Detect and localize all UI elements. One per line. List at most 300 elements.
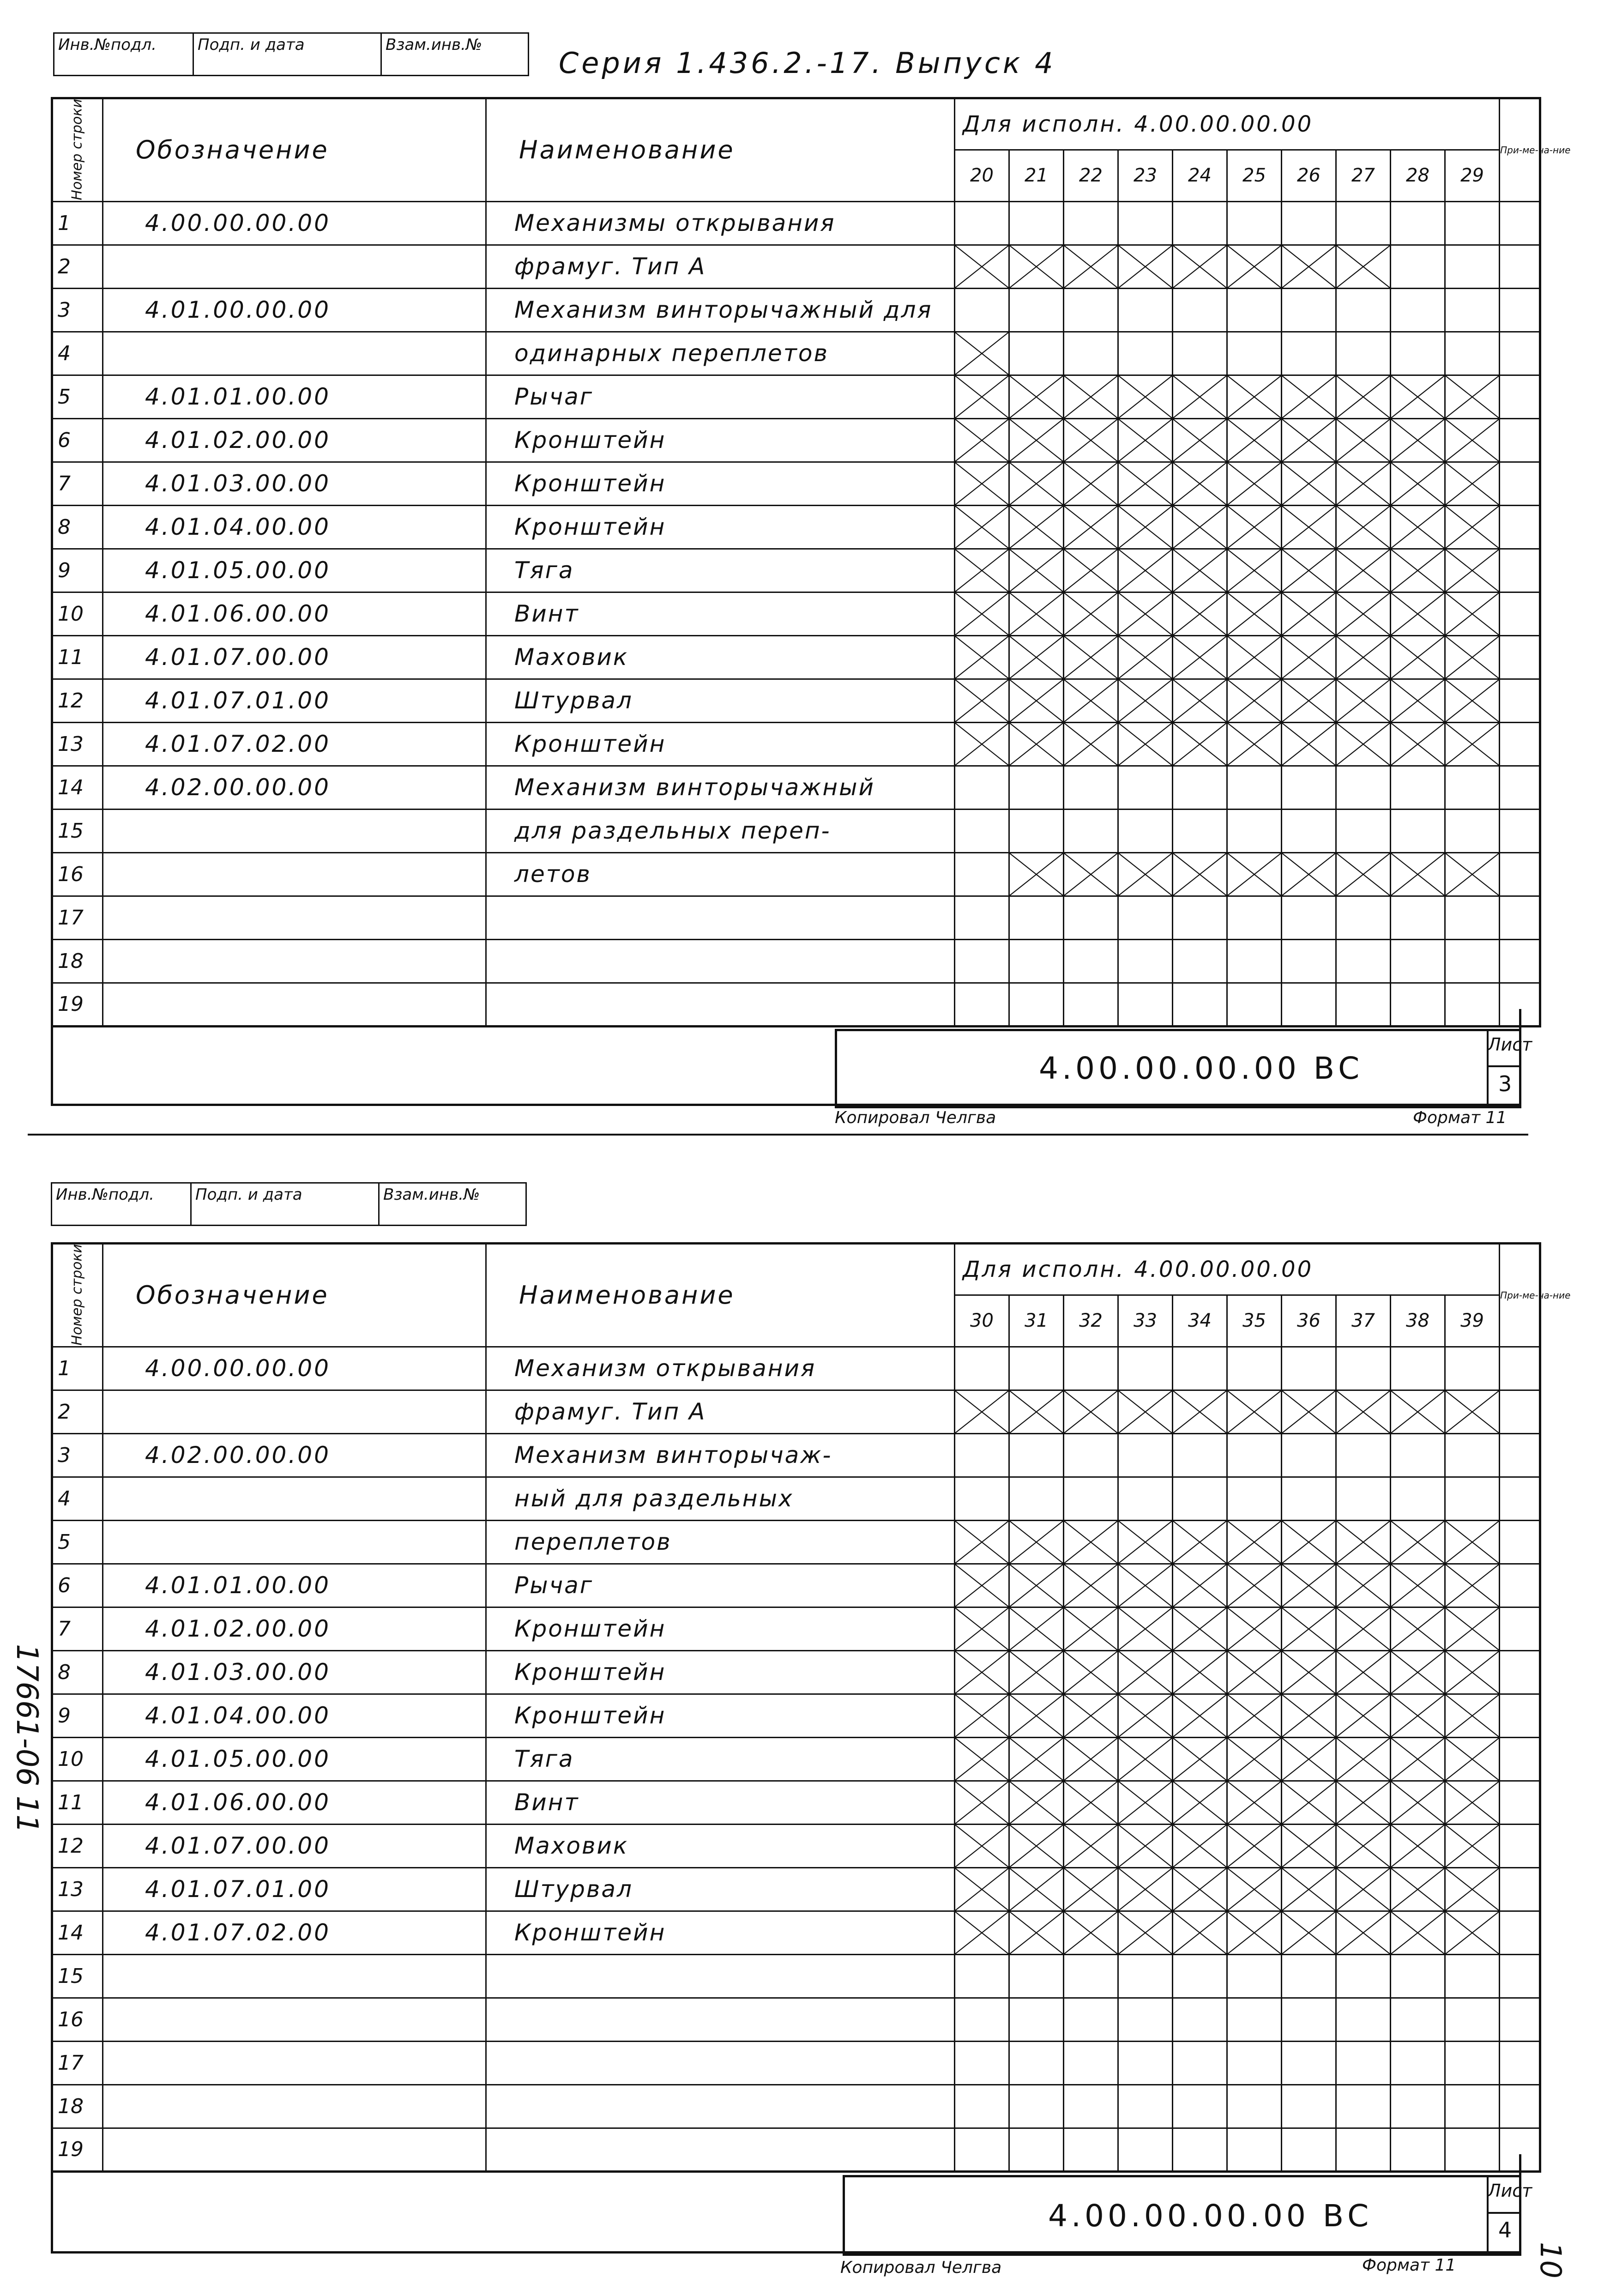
variant-cell-marked: [1445, 1737, 1500, 1781]
variant-cell-marked: [1009, 592, 1064, 635]
variant-cell-marked: [1173, 1867, 1227, 1911]
variant-cell-marked: [1227, 722, 1282, 766]
variant-cell: [955, 201, 1009, 245]
variant-cell-marked: [955, 1390, 1009, 1433]
table-row: [52, 939, 1540, 983]
col-name: Наименование: [486, 1244, 955, 1347]
designation-cell: [103, 245, 486, 288]
variant-cell-marked: [1064, 1607, 1118, 1650]
variant-cell: [1445, 2041, 1500, 2085]
variant-cell: [1227, 332, 1282, 375]
col-note: При-ме-ча-ние: [1500, 98, 1540, 202]
variant-cell: [1009, 809, 1064, 852]
variant-cell-marked: [1227, 1737, 1282, 1781]
designation-cell: 4.01.07.00.00: [103, 1824, 486, 1867]
designation-cell: 4.01.04.00.00: [103, 505, 486, 549]
copied-by: Копировал Челгва: [840, 2258, 1002, 2277]
table-row: [52, 1347, 1540, 1390]
designation-cell: [103, 852, 486, 896]
variant-cell-marked: [1391, 679, 1445, 722]
cross-mark: [1173, 550, 1226, 592]
cross-mark: [1173, 463, 1226, 505]
variant-cell-marked: [1227, 852, 1282, 896]
variant-cell-marked: [1009, 549, 1064, 592]
variant-cell: [1282, 896, 1336, 939]
name-cell: Маховик: [486, 635, 955, 679]
cross-mark: [1010, 1565, 1063, 1607]
variant-cell-marked: [955, 1520, 1009, 1564]
cross-mark: [1337, 550, 1390, 592]
cross-mark: [1064, 419, 1117, 461]
name-cell: фрамуг. Тип А: [486, 1390, 955, 1433]
cross-mark: [1064, 550, 1117, 592]
variant-cell: [1009, 201, 1064, 245]
variant-cell-marked: [1336, 1650, 1391, 1694]
variant-cell: [1391, 332, 1445, 375]
row-number: 6: [52, 418, 103, 462]
variant-cell: [1064, 2085, 1118, 2128]
variant-cell-marked: [1064, 418, 1118, 462]
variant-cell: [955, 288, 1009, 332]
cross-mark: [1064, 1521, 1117, 1563]
cross-mark: [1228, 1912, 1281, 1954]
cross-mark: [955, 636, 1008, 678]
cross-mark: [955, 1868, 1008, 1910]
cross-mark: [1282, 1782, 1335, 1824]
designation-cell: 4.01.01.00.00: [103, 375, 486, 418]
name-cell: Винт: [486, 592, 955, 635]
variant-cell: [1118, 809, 1173, 852]
variant-cell: [1173, 1347, 1227, 1390]
variant-cell-marked: [1227, 1867, 1282, 1911]
cross-mark: [1446, 1868, 1499, 1910]
variant-cell: [1227, 288, 1282, 332]
variant-cell-marked: [1118, 375, 1173, 418]
cross-mark: [1173, 853, 1226, 895]
col-row-no: Номер строки: [52, 1244, 103, 1347]
cross-mark: [1228, 1391, 1281, 1433]
cross-mark: [1228, 463, 1281, 505]
variant-cell-marked: [955, 1911, 1009, 1954]
cross-mark: [1337, 1651, 1390, 1693]
cross-mark: [1337, 246, 1390, 288]
variant-cell-marked: [1173, 1564, 1227, 1607]
row-number: 8: [52, 505, 103, 549]
variant-cell-marked: [955, 549, 1009, 592]
field-inv-no: Инв.№подл.: [51, 1182, 192, 1226]
variant-cell-marked: [1173, 1694, 1227, 1737]
designation-cell: 4.01.06.00.00: [103, 1781, 486, 1824]
cross-mark: [1119, 463, 1172, 505]
variant-cell-marked: [1009, 635, 1064, 679]
cross-mark: [1064, 1608, 1117, 1650]
spec-table: [51, 97, 1571, 1027]
table-row: [52, 288, 1540, 332]
variant-cell-marked: [1173, 1781, 1227, 1824]
variant-cell: [1009, 1347, 1064, 1390]
variant-cell: [1173, 2085, 1227, 2128]
variant-cell: [1336, 1954, 1391, 1998]
variant-header: 33: [1118, 1295, 1173, 1347]
cross-mark: [1119, 1565, 1172, 1607]
variant-cell: [955, 1477, 1009, 1520]
variant-cell-marked: [1064, 245, 1118, 288]
variant-cell-marked: [1282, 852, 1336, 896]
cross-mark: [1282, 1608, 1335, 1650]
variant-cell-marked: [1173, 505, 1227, 549]
variant-cell: [1391, 201, 1445, 245]
variant-cell: [1282, 939, 1336, 983]
designation-cell: [103, 2041, 486, 2085]
note-cell: [1500, 549, 1540, 592]
field-sign-date: Подп. и дата: [190, 1182, 380, 1226]
designation-cell: 4.01.07.01.00: [103, 1867, 486, 1911]
variant-cell-marked: [1282, 418, 1336, 462]
variant-cell-marked: [1282, 462, 1336, 505]
variant-cell-marked: [1445, 1564, 1500, 1607]
cross-mark: [955, 593, 1008, 635]
variant-cell-marked: [1391, 462, 1445, 505]
cross-mark: [1391, 550, 1444, 592]
cross-mark: [1391, 1695, 1444, 1737]
cross-mark: [1064, 1738, 1117, 1780]
cross-mark: [1337, 1608, 1390, 1650]
table-row: [52, 2041, 1540, 2085]
note-cell: [1500, 505, 1540, 549]
variant-cell: [1445, 1347, 1500, 1390]
designation-cell: [103, 1477, 486, 1520]
variant-cell-marked: [1118, 1694, 1173, 1737]
variant-cell: [1118, 1347, 1173, 1390]
variant-cell: [1009, 1998, 1064, 2041]
variant-cell-marked: [1118, 462, 1173, 505]
variant-cell-marked: [955, 462, 1009, 505]
variant-header: 36: [1282, 1295, 1336, 1347]
variant-cell-marked: [1391, 852, 1445, 896]
row-number: 14: [52, 766, 103, 809]
variant-cell-marked: [1445, 679, 1500, 722]
variant-cell: [1118, 288, 1173, 332]
variant-cell: [1445, 809, 1500, 852]
variant-cell-marked: [1064, 1824, 1118, 1867]
variant-cell: [1227, 1347, 1282, 1390]
designation-cell: 4.01.04.00.00: [103, 1694, 486, 1737]
table-row: [52, 896, 1540, 939]
cross-mark: [1119, 1695, 1172, 1737]
variant-cell-marked: [1064, 722, 1118, 766]
variant-cell-marked: [1391, 505, 1445, 549]
cross-mark: [1064, 1868, 1117, 1910]
variant-cell-marked: [1118, 1781, 1173, 1824]
cross-mark: [1119, 1868, 1172, 1910]
variant-cell: [1009, 1954, 1064, 1998]
cross-mark: [1064, 636, 1117, 678]
variant-cell: [1173, 766, 1227, 809]
row-number: 12: [52, 679, 103, 722]
variant-cell-marked: [1391, 1824, 1445, 1867]
variant-cell-marked: [1282, 245, 1336, 288]
col-name: Наименование: [486, 98, 955, 202]
note-cell: [1500, 2041, 1540, 2085]
cross-mark: [1391, 680, 1444, 722]
variant-cell-marked: [1227, 375, 1282, 418]
designation-cell: 4.01.02.00.00: [103, 418, 486, 462]
cross-mark: [1337, 1782, 1390, 1824]
variant-cell-marked: [1227, 505, 1282, 549]
field-inv-no: Инв.№подл.: [53, 32, 194, 76]
cross-mark: [1337, 463, 1390, 505]
variant-cell-marked: [1227, 1911, 1282, 1954]
variant-cell: [1445, 1998, 1500, 2041]
variant-cell: [1445, 1433, 1500, 1477]
variant-cell: [1173, 1433, 1227, 1477]
table-row: [52, 375, 1540, 418]
cross-mark: [1173, 1738, 1226, 1780]
table-row: [52, 2085, 1540, 2128]
variant-cell-marked: [1336, 1564, 1391, 1607]
table-row: [52, 1824, 1540, 1867]
field-replace-inv: Взам.инв.№: [380, 32, 529, 76]
variant-cell-marked: [955, 1824, 1009, 1867]
cross-mark: [1282, 550, 1335, 592]
variant-cell: [1227, 1477, 1282, 1520]
cross-mark: [1337, 723, 1390, 765]
designation-cell: [103, 2085, 486, 2128]
variant-cell-marked: [1227, 549, 1282, 592]
variant-cell: [1173, 201, 1227, 245]
variant-cell: [1336, 2085, 1391, 2128]
cross-mark: [1010, 1608, 1063, 1650]
variant-cell-marked: [1118, 592, 1173, 635]
variant-cell-marked: [1009, 375, 1064, 418]
row-number: 6: [52, 1564, 103, 1607]
variant-cell-marked: [1064, 1694, 1118, 1737]
cross-mark: [1064, 853, 1117, 895]
cross-mark: [1391, 376, 1444, 418]
note-cell: [1500, 852, 1540, 896]
variant-cell: [1391, 1998, 1445, 2041]
cross-mark: [1391, 1521, 1444, 1563]
variant-cell-marked: [1064, 462, 1118, 505]
variant-cell: [1336, 1477, 1391, 1520]
table-row: [52, 722, 1540, 766]
cross-mark: [1282, 506, 1335, 548]
variant-cell-marked: [1445, 1781, 1500, 1824]
variant-cell-marked: [1118, 722, 1173, 766]
variant-cell: [1445, 201, 1500, 245]
variant-cell: [955, 1433, 1009, 1477]
cross-mark: [1282, 1521, 1335, 1563]
variant-cell-marked: [1445, 1694, 1500, 1737]
name-cell: Механизм винторычажный для: [486, 288, 955, 332]
variant-cell-marked: [1227, 462, 1282, 505]
variant-cell: [1227, 1433, 1282, 1477]
cross-mark: [1446, 853, 1499, 895]
note-cell: [1500, 288, 1540, 332]
cross-mark: [1173, 1565, 1226, 1607]
exec-header: Для исполн. 4.00.00.00.00: [955, 98, 1500, 150]
variant-cell-marked: [1391, 1867, 1445, 1911]
spec-table: [51, 1242, 1571, 2173]
table-row: [52, 1520, 1540, 1564]
row-number: 5: [52, 1520, 103, 1564]
name-cell: фрамуг. Тип А: [486, 245, 955, 288]
cross-mark: [1010, 1782, 1063, 1824]
variant-cell-marked: [1118, 679, 1173, 722]
cross-mark: [1173, 593, 1226, 635]
variant-cell-marked: [1227, 1607, 1282, 1650]
designation-cell: [103, 809, 486, 852]
variant-cell-marked: [1064, 1911, 1118, 1954]
variant-cell: [955, 852, 1009, 896]
designation-cell: 4.01.00.00.00: [103, 288, 486, 332]
variant-cell-marked: [1391, 1781, 1445, 1824]
row-number: 19: [52, 983, 103, 1026]
variant-cell-marked: [1118, 1650, 1173, 1694]
variant-cell-marked: [1282, 1650, 1336, 1694]
variant-cell-marked: [955, 722, 1009, 766]
designation-cell: 4.01.07.02.00: [103, 722, 486, 766]
cross-mark: [1010, 1825, 1063, 1867]
name-cell: для раздельных переп-: [486, 809, 955, 852]
cross-mark: [1228, 853, 1281, 895]
variant-header: 20: [955, 150, 1009, 201]
note-cell: [1500, 939, 1540, 983]
variant-cell-marked: [1118, 1390, 1173, 1433]
variant-cell-marked: [1391, 592, 1445, 635]
cross-mark: [955, 1651, 1008, 1693]
cross-mark: [1337, 419, 1390, 461]
variant-cell: [1064, 1954, 1118, 1998]
cross-mark: [1337, 593, 1390, 635]
variant-cell-marked: [1336, 1781, 1391, 1824]
cross-mark: [1010, 680, 1063, 722]
cross-mark: [1228, 1695, 1281, 1737]
cross-mark: [1010, 506, 1063, 548]
variant-cell-marked: [1336, 635, 1391, 679]
variant-cell-marked: [1445, 1824, 1500, 1867]
variant-cell: [1064, 809, 1118, 852]
cross-mark: [1282, 723, 1335, 765]
cross-mark: [1119, 419, 1172, 461]
variant-cell-marked: [955, 1737, 1009, 1781]
variant-cell: [1173, 809, 1227, 852]
variant-cell: [1118, 766, 1173, 809]
variant-cell-marked: [1064, 852, 1118, 896]
variant-cell: [1118, 1477, 1173, 1520]
variant-cell: [1336, 809, 1391, 852]
name-cell: Штурвал: [486, 679, 955, 722]
cross-mark: [1010, 1391, 1063, 1433]
designation-cell: [103, 896, 486, 939]
name-cell: Тяга: [486, 1737, 955, 1781]
variant-cell: [1336, 939, 1391, 983]
designation-cell: 4.01.07.00.00: [103, 635, 486, 679]
cross-mark: [1010, 419, 1063, 461]
variant-cell: [955, 1347, 1009, 1390]
cross-mark: [1119, 1391, 1172, 1433]
cross-mark: [1391, 1391, 1444, 1433]
variant-cell: [1009, 288, 1064, 332]
variant-cell-marked: [1173, 1911, 1227, 1954]
cross-mark: [1119, 636, 1172, 678]
name-cell: Тяга: [486, 549, 955, 592]
variant-cell: [1336, 1347, 1391, 1390]
variant-cell-marked: [1282, 1390, 1336, 1433]
variant-cell: [1118, 1433, 1173, 1477]
variant-cell-marked: [1064, 1737, 1118, 1781]
cross-mark: [1228, 1782, 1281, 1824]
variant-cell-marked: [1064, 1564, 1118, 1607]
cross-mark: [1064, 376, 1117, 418]
cross-mark: [1446, 593, 1499, 635]
variant-cell: [955, 809, 1009, 852]
variant-cell: [1064, 896, 1118, 939]
cross-mark: [955, 419, 1008, 461]
variant-cell-marked: [1336, 592, 1391, 635]
cross-mark: [1010, 636, 1063, 678]
variant-cell-marked: [1227, 1520, 1282, 1564]
name-cell: ный для раздельных: [486, 1477, 955, 1520]
variant-cell-marked: [955, 375, 1009, 418]
name-cell: Рычаг: [486, 375, 955, 418]
variant-cell-marked: [1064, 1781, 1118, 1824]
cross-mark: [1064, 506, 1117, 548]
name-cell: Кронштейн: [486, 722, 955, 766]
variant-cell-marked: [955, 679, 1009, 722]
variant-cell-marked: [1118, 1824, 1173, 1867]
note-cell: [1500, 1390, 1540, 1433]
cross-mark: [1337, 853, 1390, 895]
cross-mark: [1446, 1695, 1499, 1737]
cross-mark: [1391, 853, 1444, 895]
variant-cell-marked: [1173, 852, 1227, 896]
cross-mark: [1282, 1868, 1335, 1910]
variant-cell-marked: [1336, 375, 1391, 418]
table-row: [52, 1390, 1540, 1433]
cross-mark: [1446, 723, 1499, 765]
cross-mark: [1119, 723, 1172, 765]
cross-mark: [1391, 506, 1444, 548]
cross-mark: [1010, 463, 1063, 505]
variant-cell-marked: [1336, 462, 1391, 505]
variant-cell-marked: [1227, 679, 1282, 722]
name-cell: Механизм винторычаж-: [486, 1433, 955, 1477]
note-cell: [1500, 1824, 1540, 1867]
variant-cell-marked: [1118, 1737, 1173, 1781]
cross-mark: [1337, 1912, 1390, 1954]
cross-mark: [1228, 550, 1281, 592]
cross-mark: [1173, 1695, 1226, 1737]
variant-header: 38: [1391, 1295, 1445, 1347]
variant-cell: [1009, 896, 1064, 939]
variant-cell-marked: [1118, 635, 1173, 679]
variant-cell: [1118, 1954, 1173, 1998]
variant-cell-marked: [1227, 635, 1282, 679]
name-cell: Кронштейн: [486, 1650, 955, 1694]
variant-cell: [1064, 766, 1118, 809]
cross-mark: [1010, 593, 1063, 635]
variant-cell-marked: [1336, 1737, 1391, 1781]
cross-mark: [1446, 376, 1499, 418]
designation-cell: 4.01.05.00.00: [103, 1737, 486, 1781]
variant-cell: [1391, 1954, 1445, 1998]
variant-cell-marked: [1391, 1390, 1445, 1433]
note-cell: [1500, 1998, 1540, 2041]
variant-cell-marked: [1445, 1867, 1500, 1911]
cross-mark: [1228, 246, 1281, 288]
variant-cell: [1336, 766, 1391, 809]
